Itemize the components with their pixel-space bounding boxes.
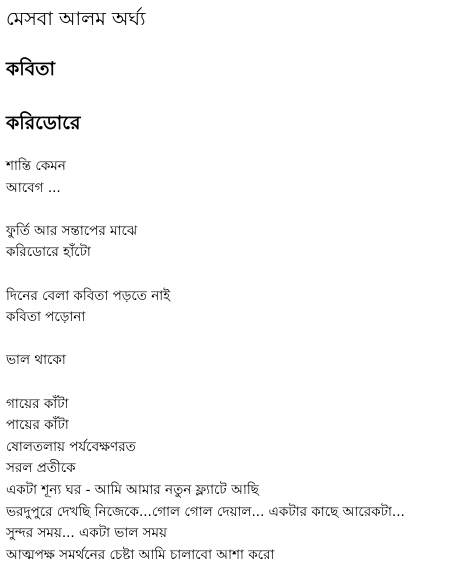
author-name: মেসবা আলম অর্ঘ্য — [6, 8, 146, 30]
stanza-1 — [6, 156, 446, 199]
stanza-break — [6, 329, 446, 351]
poem-line: ভাল থাকো — [6, 352, 66, 369]
stanza-break — [6, 199, 446, 221]
stanza-break — [6, 264, 446, 286]
poem-line: একটা শূন্য ঘর - আমি আমার নতুন ফ্ল্যাটে আছি — [6, 481, 259, 498]
stanza-5 — [6, 394, 446, 566]
poem-line: কবিতা পড়োনা — [6, 309, 86, 326]
poem-body — [6, 156, 446, 566]
poem-line: আবেগ ... — [6, 179, 61, 196]
stanza-4 — [6, 350, 446, 372]
section-heading: কবিতা — [6, 58, 56, 80]
poem-line: সুন্দর সময়... একটা ভাল সময় — [6, 525, 167, 542]
poem-line: পায়ের কাঁটা — [6, 417, 69, 434]
stanza-3 — [6, 286, 446, 329]
poem-title: করিডোরে — [6, 112, 81, 134]
poem-line: সরল প্রতীকে — [6, 460, 76, 477]
poem-line: ফুর্তি আর সন্তাপের মাঝে — [6, 222, 138, 239]
poem-line: ভরদুপুরে দেখছি নিজেকে...গোল গোল দেয়াল... একটার কাছে আরেকটা... — [6, 503, 405, 520]
poem-line: ষোলতলায় পর্যবেক্ষণরত — [6, 438, 136, 455]
poem-line: দিনের বেলা কবিতা পড়তে নাই — [6, 287, 171, 304]
stanza-break — [6, 372, 446, 394]
poem-line: আত্মপক্ষ সমর্থনের চেষ্টা আমি চালাবো আশা করো — [6, 546, 275, 563]
stanza-2 — [6, 221, 446, 264]
poem-line: করিডোরে হাঁটো — [6, 244, 91, 261]
poem-line: শান্তি কেমন — [6, 158, 66, 174]
poem-line: গায়ের কাঁটা — [6, 395, 69, 412]
